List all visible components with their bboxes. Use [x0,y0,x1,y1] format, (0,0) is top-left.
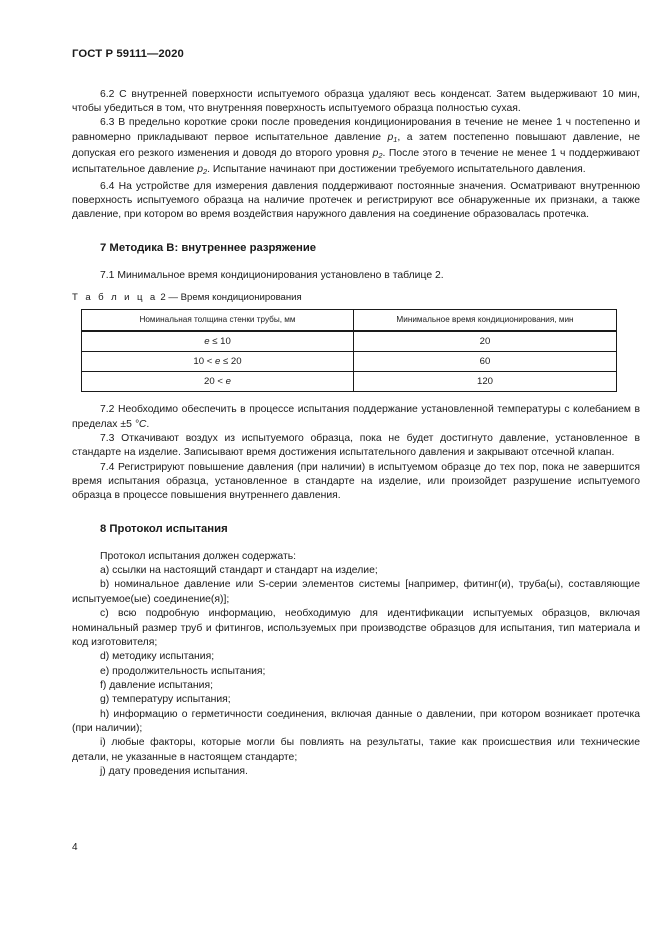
spacer [72,223,640,241]
thickness-prefix: 10 < [193,356,215,368]
paragraph-6-2: 6.2 С внутренней поверхности испытуемого образца удаляют весь конденсат. Затем выдерживают 10 мин, чтобы убедиться в том, что внутренняя поверхность испытуемого образца полностью сухая. [72,88,640,114]
paragraph-7-4: 7.4 Регистрируют повышение давления (при наличии) в испытуемом образце до тех пор, пока не завершится время испытания образца, установленное в стандарте на изделие, или произойдет разрушение испытуемого образца в процессе повышения внутреннего давления. [72,461,640,502]
thickness-suffix: ≤ 20 [220,356,242,368]
list-item: j) дату проведения испытания. [100,765,248,777]
thickness-variable: e [214,356,221,368]
table-header-thickness: Номинальная толщина стенки трубы, мм [82,310,354,332]
spacer [72,283,640,291]
table-header-row [82,310,617,332]
paragraph-6-3 [72,116,640,180]
table-cell-thickness [82,331,354,352]
thickness-variable: e [204,336,210,348]
temperature-unit: °C [134,418,147,430]
subscript-2: 2 [378,151,383,161]
paragraph-6-3-part-d: . Испытание начинают при достижении требуемого испытательного давления. [207,164,586,176]
list-item: e) продолжительность испытания; [100,665,266,677]
table-cell-thickness [82,372,354,392]
paragraph-6-3-part-c: . После этого в течение не менее 1 ч поддерживают испытательное давление [72,147,640,176]
document-header: ГОСТ Р 59111—2020 [72,48,184,60]
section-heading-8: 8 Протокол испытания [100,522,228,535]
list-item: a) ссылки на настоящий стандарт и стандарт на изделие; [100,565,378,577]
table-caption-number: 2 [160,292,166,304]
table-caption-dash: — [168,292,178,304]
list-item: b) номинальное давление или S-серии элементов системы [например, фитинг(и), труба(ы), составляющие испытуемое(ые) соединение(я)]; [72,579,640,605]
thickness-variable: e [225,376,231,388]
paragraph-6-4: 6.4 На устройстве для измерения давления поддерживают постоянные значения. Осматривают внутреннюю поверхность испытуемого образца на наличие протечек и регистрируют все обнаруженные их признаки, а также давление, при котором во время воздействия наружного давления на соединение образовалась протечка. [72,180,640,221]
table-cell-thickness [82,352,354,372]
conditioning-time-table [81,309,617,392]
thickness-prefix: 20 < [204,376,226,388]
paragraph-7-2 [72,403,640,432]
table-caption-title: Время кондиционирования [180,292,302,304]
protocol-lead-text: Протокол испытания должен содержать: [100,550,297,562]
table-header-time: Минимальное время кондиционирования, мин [354,310,617,332]
table-cell-time: 120 [354,372,617,392]
section-heading-7: 7 Методика В: внутреннее разряжение [100,241,317,254]
list-item: i) любые факторы, которые могли бы повлиять на результаты, такие как происшествия или технические детали, не указанные в настоящем стандарте; [72,737,640,763]
table-row [82,352,617,372]
table-row [82,331,617,352]
page-number: 4 [72,842,78,853]
spacer [72,504,640,522]
variable-p-2: p [372,147,379,159]
subscript-1: 1 [393,134,398,144]
subscript-3: 2 [202,167,208,177]
list-item: c) всю подробную информацию, необходимую для идентификации испытуемых образцов, включая номинальный размер труб и фитингов, используемых при производстве образцов для испытания, тип материала и код изготовителя; [72,608,640,648]
table-caption-label: Т а б л и ц а [72,292,158,304]
paragraph-7-3: 7.3 Откачивают воздух из испытуемого образца, пока не будет достигнуто давление, установленное в стандарте на изделие. Записывают время достижения испытательного давления и закрывают отсечной клапан. [72,432,640,459]
variable-p-1: p [387,131,394,143]
variable-p-3: p [197,164,203,176]
table-cell-time: 60 [354,352,617,372]
table-2-caption [72,291,640,304]
list-item: g) температуру испытания; [100,694,231,706]
paragraph-7-2-part-b: . [146,418,150,430]
paragraph-6-3-part-a: 6.3 В предельно короткие сроки после проведения кондиционирования в течение не менее 1 ч постепенно и равномерно прикладывают первое испытательное давление [72,117,640,143]
table-row [82,372,617,392]
paragraph-7-2-part-a: 7.2 Необходимо обеспечить в процессе испытания поддержание установленной температуры с колебанием в пределах ±5 [72,404,640,430]
spacer [72,392,640,403]
spacer [72,255,640,269]
list-item: h) информацию о герметичности соединения, включая данные о давлении, при котором возникает протечка (при наличии); [72,708,640,734]
list-item: d) методику испытания; [100,651,215,663]
table-cell-time: 20 [354,331,617,352]
thickness-suffix: ≤ 10 [209,336,231,348]
spacer [72,536,640,550]
paragraph-7-1: 7.1 Минимальное время кондиционирования установлено в таблице 2. [100,269,444,281]
list-item: f) давление испытания; [100,679,213,691]
page-content [72,48,640,779]
paragraph-6-3-part-b: , а затем постепенно повышают давление, не допуская его резкого изменения и доводя до второго уровня [72,131,640,159]
